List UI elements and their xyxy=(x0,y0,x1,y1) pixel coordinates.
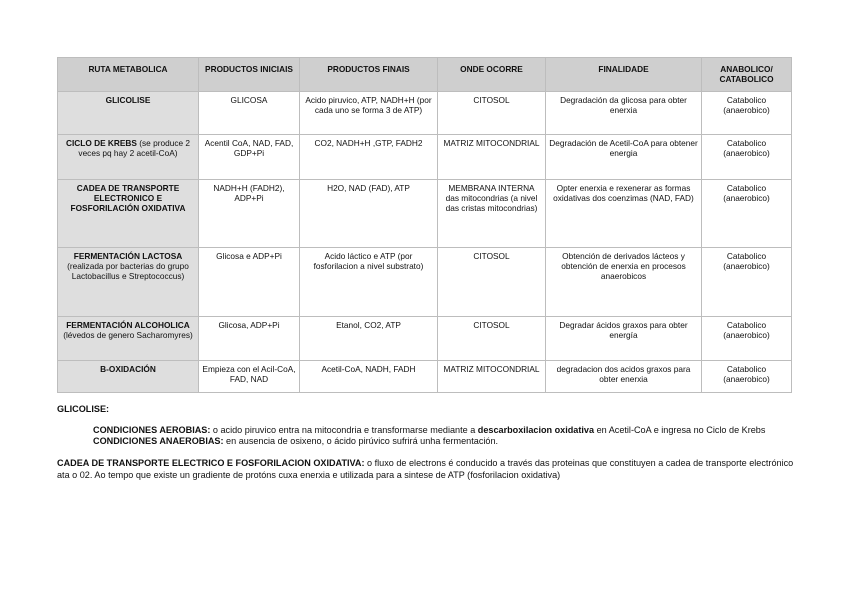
type-cell: Catabolico (anaerobico) xyxy=(702,360,792,392)
header-route: RUTA METABOLICA xyxy=(58,58,199,92)
header-where: ONDE OCORRE xyxy=(438,58,546,92)
header-final-products: PRODUCTOS FINAIS xyxy=(300,58,438,92)
aerobic-text-2: en Acetil-CoA e ingresa no Ciclo de Krebs xyxy=(594,424,766,435)
route-name: FERMENTACIÓN ALCOHOLICA xyxy=(66,319,190,330)
route-note: (lévedos de genero Sacharomyres) xyxy=(63,330,193,341)
route-cell xyxy=(58,91,199,134)
route-name: CADEA DE TRANSPORTE ELECTRONICO E FOSFORILACIÓN OXIDATIVA xyxy=(70,182,186,214)
header-purpose: FINALIDADE xyxy=(546,58,702,92)
route-cell xyxy=(58,247,199,316)
type-cell: Catabolico (anaerobico) xyxy=(702,134,792,179)
type-cell: Catabolico (anaerobico) xyxy=(702,247,792,316)
final-products-cell: Etanol, CO2, ATP xyxy=(300,316,438,360)
route-cell xyxy=(58,179,199,247)
initial-products-cell: Acentil CoA, NAD, FAD, GDP+Pi xyxy=(199,134,300,179)
purpose-cell: Obtención de derivados lácteos y obtención de enerxia en procesos anaerobicos xyxy=(546,247,702,316)
initial-products-cell: GLICOSA xyxy=(199,91,300,134)
purpose-cell: Opter enerxia e rexenerar as formas oxidativas dos coenzimas (NAD, FAD) xyxy=(546,179,702,247)
final-products-cell: H2O, NAD (FAD), ATP xyxy=(300,179,438,247)
header-initial-products: PRODUCTOS INICIAIS xyxy=(199,58,300,92)
metabolic-routes-table xyxy=(57,57,792,393)
initial-products-cell: NADH+H (FADH2), ADP+Pi xyxy=(199,179,300,247)
where-cell: MATRIZ MITOCONDRIAL xyxy=(438,134,546,179)
table-row xyxy=(58,247,792,316)
where-cell: CITOSOL xyxy=(438,247,546,316)
route-name: GLICOLISE xyxy=(105,94,151,105)
final-products-cell: Acido piruvico, ATP, NADH+H (por cada uno se forma 3 de ATP) xyxy=(300,91,438,134)
aerobic-label: CONDICIONES AEROBIAS: xyxy=(93,424,211,435)
final-products-cell: CO2, NADH+H ,GTP, FADH2 xyxy=(300,134,438,179)
metabolic-routes-sheet xyxy=(57,57,791,393)
table-header-row xyxy=(58,58,792,92)
route-cell xyxy=(58,360,199,392)
where-cell: CITOSOL xyxy=(438,316,546,360)
aerobic-conditions xyxy=(57,425,797,437)
route-name: B-OXIDACIÓN xyxy=(100,363,156,374)
initial-products-cell: Glicosa, ADP+Pi xyxy=(199,316,300,360)
where-cell: CITOSOL xyxy=(438,91,546,134)
header-type: ANABOLICO/ CATABOLICO xyxy=(702,58,792,92)
anaerobic-label: CONDICIONES ANAEROBIAS: xyxy=(93,436,224,447)
aerobic-bold-term: descarboxilacion oxidativa xyxy=(477,424,595,435)
where-cell: MEMBRANA INTERNA das mitocondrias (a nivel das cristas mitocondrias) xyxy=(438,179,546,247)
aerobic-text-1: o acido piruvico entra na mitocondria e transformarse mediante a xyxy=(210,424,478,435)
notes-section xyxy=(57,404,797,481)
type-cell: Catabolico (anaerobico) xyxy=(702,179,792,247)
cadea-label: CADEA DE TRANSPORTE ELECTRICO E FOSFORILACION OXIDATIVA: xyxy=(57,457,365,468)
purpose-cell: degradacion dos acidos graxos para obter enerxia xyxy=(546,360,702,392)
route-cell xyxy=(58,316,199,360)
glicolise-heading: GLICOLISE: xyxy=(57,404,110,414)
table-row xyxy=(58,316,792,360)
cadea-text: o fluxo de electrons é conducido a través das proteinas que constituyen a cadea de transporte electrónico ata o 02. Ao tempo que existe un gradiente de protóns cuxa enerxia e utilizada para a sintese de ATP (fosforilacion oxidativa) xyxy=(57,457,794,480)
route-name: CICLO DE KREBS xyxy=(65,137,137,148)
table-row xyxy=(58,360,792,392)
where-cell: MATRIZ MITOCONDRIAL xyxy=(438,360,546,392)
anaerobic-text: en ausencia de osixeno, o ácido pirúvico sufrirá unha fermentación. xyxy=(223,436,499,447)
table-row xyxy=(58,179,792,247)
purpose-cell: Degradación de Acetil-CoA para obtener energia xyxy=(546,134,702,179)
route-note: (se produce 2 veces pq hay 2 acetil-CoA) xyxy=(78,137,191,159)
final-products-cell: Acetil-CoA, NADH, FADH xyxy=(300,360,438,392)
anaerobic-conditions xyxy=(57,436,797,448)
initial-products-cell: Glicosa e ADP+Pi xyxy=(199,247,300,316)
initial-products-cell: Empieza con el Acil-CoA, FAD, NAD xyxy=(199,360,300,392)
final-products-cell: Acido láctico e ATP (por fosforilacion a nivel substrato) xyxy=(300,247,438,316)
route-cell xyxy=(58,134,199,179)
table-row xyxy=(58,134,792,179)
type-cell: Catabolico (anaerobico) xyxy=(702,316,792,360)
type-cell: Catabolico (anaerobico) xyxy=(702,91,792,134)
purpose-cell: Degradar ácidos graxos para obter energía xyxy=(546,316,702,360)
table-row xyxy=(58,91,792,134)
route-note: (realizada por bacterias do grupo Lactobacillus e Streptococcus) xyxy=(67,261,189,282)
route-name: FERMENTACIÓN LACTOSA xyxy=(73,250,183,261)
purpose-cell: Degradación da glicosa para obter enerxia xyxy=(546,91,702,134)
cadea-paragraph xyxy=(57,458,797,481)
